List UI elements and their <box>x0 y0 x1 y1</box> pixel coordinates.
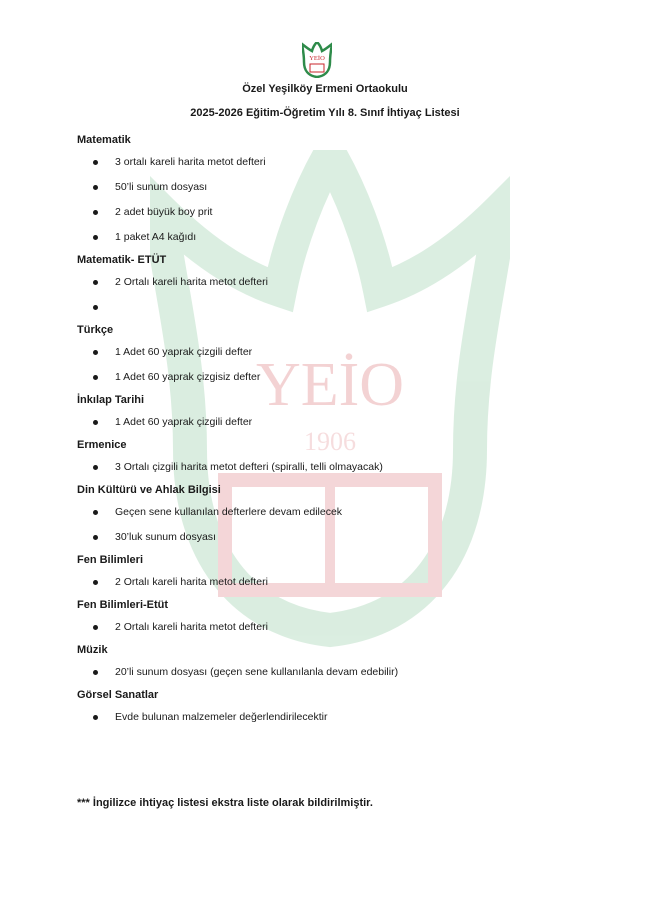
bullet-icon <box>93 715 98 720</box>
section-ermenice <box>77 435 577 480</box>
section-muzik <box>77 640 577 685</box>
bullet-icon <box>93 160 98 165</box>
school-logo <box>302 42 332 78</box>
list-title: 2025-2026 Eğitim-Öğretim Yılı 8. Sınıf İhtiyaç Listesi <box>190 107 460 119</box>
list-item: Geçen sene kullanılan defterlere devam edilecek <box>77 500 577 525</box>
list-item: 2 Ortalı kareli harita metot defteri <box>77 270 577 295</box>
section-heading: Fen Bilimleri <box>77 554 144 566</box>
section-heading: Görsel Sanatlar <box>77 689 159 701</box>
list-item-empty <box>77 295 577 320</box>
section-matematik-etut <box>77 250 577 320</box>
bullet-icon <box>93 420 98 425</box>
list-item: 1 Adet 60 yaprak çizgisiz defter <box>77 365 577 390</box>
bullet-icon <box>93 510 98 515</box>
bullet-icon <box>93 305 98 310</box>
bullet-icon <box>93 580 98 585</box>
bullet-icon <box>93 210 98 215</box>
section-fen-bilimleri <box>77 550 577 595</box>
bullet-icon <box>93 625 98 630</box>
list-item: 2 adet büyük boy prit <box>77 200 577 225</box>
bullet-icon <box>93 350 98 355</box>
logo-text: YEİO <box>309 55 325 62</box>
bullet-icon <box>93 235 98 240</box>
list-item: Evde bulunan malzemeler değerlendirilecektir <box>77 705 577 730</box>
footnote: *** İngilizce ihtiyaç listesi ekstra liste olarak bildirilmiştir. <box>77 797 373 809</box>
list-item: 2 Ortalı kareli harita metot defteri <box>77 570 577 595</box>
watermark-text: YEİO <box>255 351 405 419</box>
school-name: Özel Yeşilköy Ermeni Ortaokulu <box>242 83 408 95</box>
list-item: 2 Ortalı kareli harita metot defteri <box>77 615 577 640</box>
section-gorsel-sanatlar <box>77 685 577 730</box>
section-heading: Türkçe <box>77 324 114 336</box>
supply-list <box>77 130 577 730</box>
section-matematik <box>77 130 577 250</box>
bullet-icon <box>93 375 98 380</box>
section-heading: Ermenice <box>77 439 127 451</box>
section-turkce <box>77 320 577 390</box>
list-item: 3 Ortalı çizgili harita metot defteri (spiralli, telli olmayacak) <box>77 455 577 480</box>
watermark-year: 1906 <box>304 427 356 456</box>
list-item: 30’luk sunum dosyası <box>77 525 577 550</box>
section-din-kulturu <box>77 480 577 550</box>
list-item: 50’li sunum dosyası <box>77 175 577 200</box>
section-fen-bilimleri-etut <box>77 595 577 640</box>
list-item: 1 paket A4 kağıdı <box>77 225 577 250</box>
list-item: 1 Adet 60 yaprak çizgili defter <box>77 340 577 365</box>
bullet-icon <box>93 465 98 470</box>
section-heading: Fen Bilimleri-Etüt <box>77 599 169 611</box>
list-item: 3 ortalı kareli harita metot defteri <box>77 150 577 175</box>
section-heading: Din Kültürü ve Ahlak Bilgisi <box>77 484 221 496</box>
section-heading: Matematik <box>77 134 131 146</box>
section-inkilap-tarihi <box>77 390 577 435</box>
list-item: 20’li sunum dosyası (geçen sene kullanılanla devam edebilir) <box>77 660 577 685</box>
bullet-icon <box>93 535 98 540</box>
section-heading: Müzik <box>77 644 108 656</box>
bullet-icon <box>93 670 98 675</box>
bullet-icon <box>93 280 98 285</box>
bullet-icon <box>93 185 98 190</box>
list-item: 1 Adet 60 yaprak çizgili defter <box>77 410 577 435</box>
section-heading: Matematik- ETÜT <box>77 254 167 266</box>
section-heading: İnkılap Tarihi <box>77 394 145 406</box>
